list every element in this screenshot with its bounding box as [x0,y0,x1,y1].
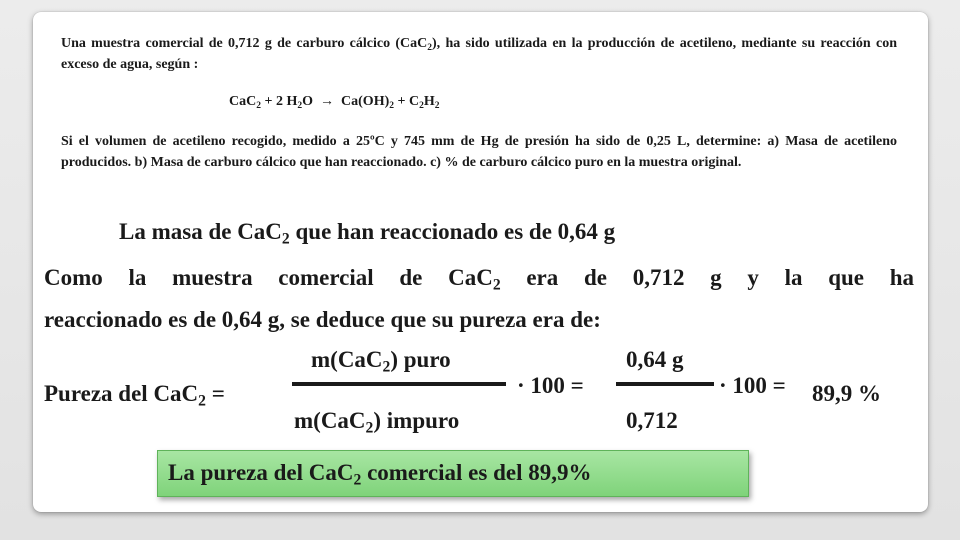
problem-paragraph-2: Si el volumen de acetileno recogido, medido a 25ºC y 745 mm de Hg de presión ha sido de 0,25 L, determine: a) Masa de acetileno producidos. b) Masa de carburo cálcico que han reaccionado. c) % de carburo cálcico puro en la muestra original. [61,134,897,170]
purity-label: Pureza del CaC$_2$ = [44,381,225,410]
fraction-2-denominator: 0,712 [626,408,678,433]
explanation-line-1: Como la muestra comercial de CaC$_2$ era de 0,712 g y la que ha [44,265,915,294]
fraction-1-numerator: m(CaC$_2$) puro [311,347,451,376]
problem-paragraph-1: Una muestra comercial de 0,712 g de carburo cálcico (CaC$_2$), ha sido utilizada en la producción de acetileno, mediante su reacción con exceso de agua, según : [61,36,897,72]
slide [33,12,928,512]
fraction-2-bar [616,382,714,386]
statement-mass-reacted: La masa de CaC$_2$ que han reaccionado es de 0,64 g [119,219,616,248]
fraction-1-denominator: m(CaC$_2$) impuro [294,408,460,437]
conclusion-box: La pureza del CaC$_2$ comercial es del 89,9% [157,450,749,497]
purity-result: 89,9 % [812,381,881,406]
fraction-2-numerator: 0,64 g [626,347,684,372]
fraction-1-bar [292,382,506,386]
reaction-equation: CaC$_2$ + 2 $H_2O \to Ca(OH)_2 + C_2H_2$ [229,94,440,111]
arrow-icon: → [320,94,335,109]
explanation-line-2: reaccionado es de 0,64 g, se deduce que su pureza era de: [44,307,601,332]
multiply-100-1: · 100 = [517,373,584,398]
multiply-100-2: · 100 = [719,373,786,398]
